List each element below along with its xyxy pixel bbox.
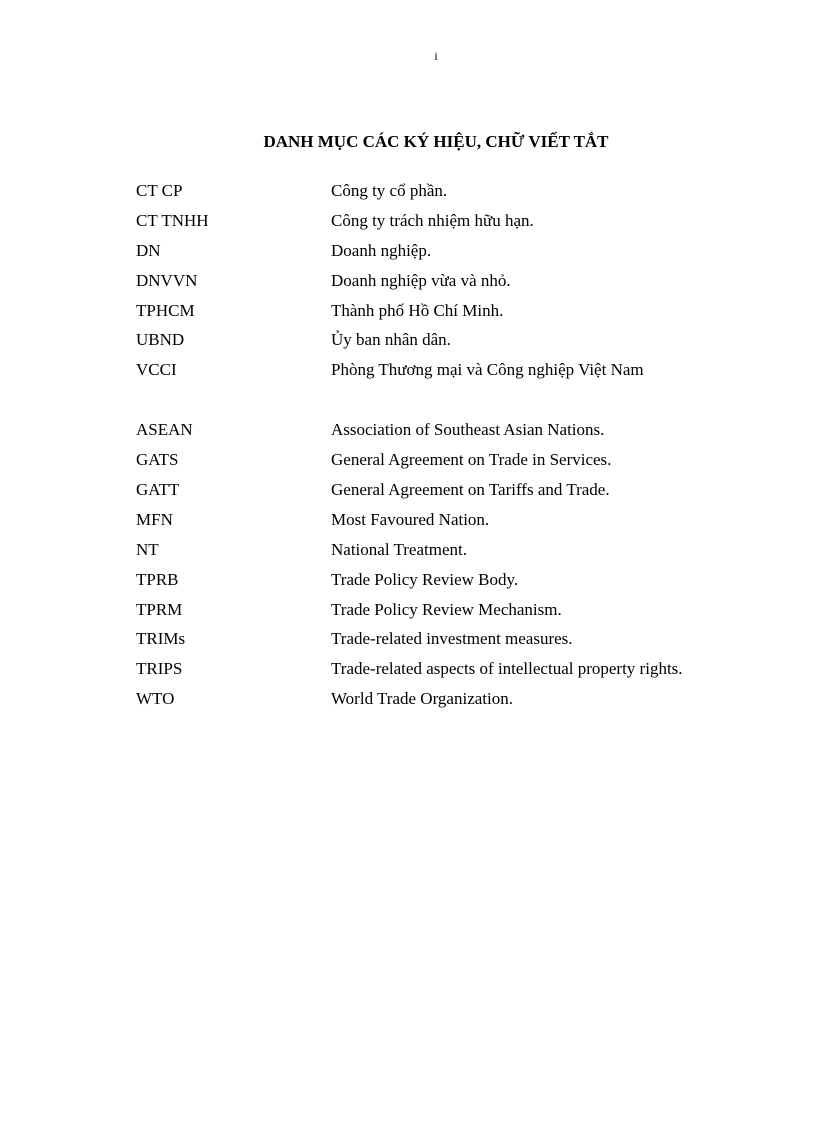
abbreviation-row [136,301,736,331]
abbreviation-row [136,600,736,630]
abbreviation-term: VCCI [136,360,177,380]
abbreviation-term: TRIPS [136,659,183,679]
abbreviation-term: GATS [136,450,179,470]
abbreviation-row [136,360,736,390]
abbreviation-definition: Association of Southeast Asian Nations. [331,420,605,440]
abbreviation-definition: Trade Policy Review Body. [331,569,519,589]
abbreviation-term: TPHCM [136,300,195,320]
abbreviation-row [136,211,736,241]
abbreviation-definition: Công ty trách nhiệm hữu hạn. [331,210,534,230]
abbreviation-row [136,330,736,360]
abbreviation-row [136,271,736,301]
abbreviation-term: TRIMs [136,629,186,649]
abbreviation-term: NT [136,539,159,559]
abbreviation-term: DN [136,240,161,260]
page-title: DANH MỤC CÁC KÝ HIỆU, CHỮ VIẾT TẮT [263,132,609,151]
abbreviation-row [136,241,736,271]
abbreviation-definition: Trade Policy Review Mechanism. [331,599,562,619]
abbreviation-term: CT CP [136,181,183,200]
abbreviation-term: ASEAN [136,420,193,440]
abbreviation-row [136,570,736,600]
abbreviation-term: WTO [136,689,175,709]
abbreviation-term: UBND [136,330,185,350]
abbreviation-definition: General Agreement on Tariffs and Trade. [331,480,610,500]
abbreviation-term: GATT [136,480,180,500]
group-spacer [136,390,736,420]
abbreviation-row [136,420,736,450]
abbreviation-definition: Phòng Thương mại và Công nghiệp Việt Nam [331,360,644,380]
abbreviation-list [136,181,736,719]
abbreviation-row [136,181,736,211]
abbreviation-definition: Công ty cổ phần. [331,181,448,200]
abbreviation-definition: General Agreement on Trade in Services. [331,450,612,470]
abbreviation-definition: Thành phố Hồ Chí Minh. [331,300,504,320]
abbreviation-definition: Doanh nghiệp vừa và nhỏ. [331,270,511,290]
abbreviation-row [136,540,736,570]
abbreviation-definition: Ủy ban nhân dân. [331,330,451,350]
abbreviation-term: TPRM [136,599,183,619]
abbreviation-definition: World Trade Organization. [331,689,513,709]
abbreviation-definition: Trade-related aspects of intellectual property rights. [331,659,683,679]
abbreviation-term: MFN [136,509,173,529]
abbreviation-term: DNVVN [136,270,198,290]
abbreviation-row [136,629,736,659]
abbreviation-term: CT TNHH [136,210,209,230]
abbreviation-row [136,450,736,480]
page-number: i [434,49,438,63]
abbreviation-definition: Doanh nghiệp. [331,240,432,260]
abbreviation-definition: Trade-related investment measures. [331,629,573,649]
abbreviation-definition: National Treatment. [331,539,467,559]
abbreviation-row [136,659,736,689]
abbreviation-row [136,480,736,510]
abbreviation-row [136,689,736,719]
abbreviation-row [136,510,736,540]
abbreviation-definition: Most Favoured Nation. [331,509,490,529]
abbreviation-term: TPRB [136,569,179,589]
